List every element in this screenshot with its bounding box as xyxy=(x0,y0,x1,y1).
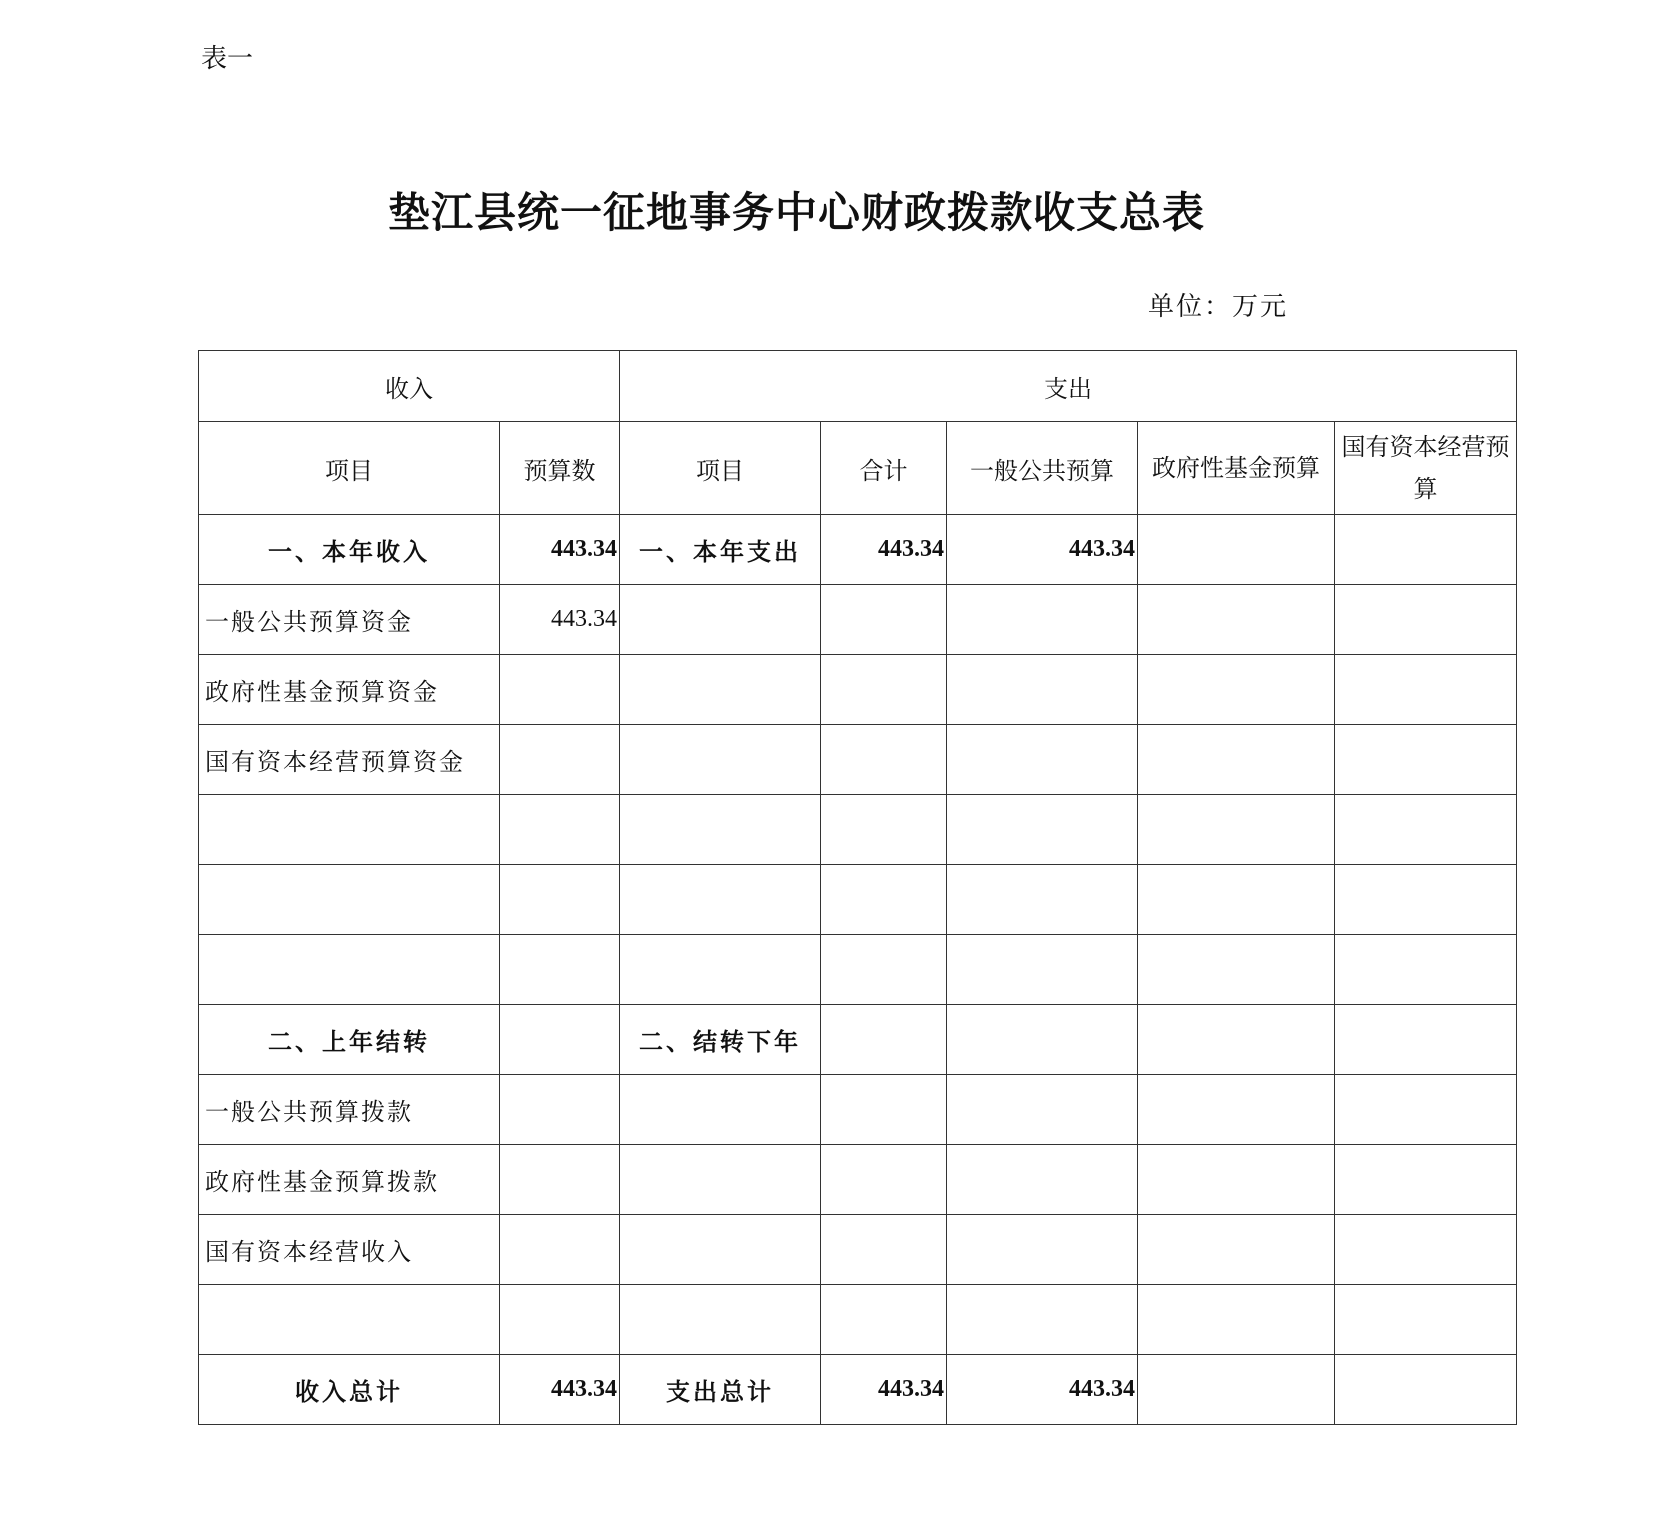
cell-general-budget: 443.34 xyxy=(947,1355,1138,1425)
cell-income-item: 一般公共预算拨款 xyxy=(199,1075,500,1145)
cell-income-budget: 443.34 xyxy=(500,1355,620,1425)
cell-state-capital-budget xyxy=(1335,585,1517,655)
cell-income-budget xyxy=(500,1075,620,1145)
cell-income-item: 国有资本经营预算资金 xyxy=(199,725,500,795)
cell-expense-item: 支出总计 xyxy=(620,1355,821,1425)
cell-general-budget xyxy=(947,725,1138,795)
table-row xyxy=(199,585,1517,655)
cell-expense-item xyxy=(620,1215,821,1285)
cell-income-budget xyxy=(500,655,620,725)
cell-total xyxy=(821,1285,947,1355)
cell-total xyxy=(821,935,947,1005)
cell-total xyxy=(821,795,947,865)
cell-state-capital-budget xyxy=(1335,725,1517,795)
cell-general-budget xyxy=(947,1215,1138,1285)
col-header-total: 合计 xyxy=(821,422,947,515)
cell-general-budget xyxy=(947,865,1138,935)
cell-expense-item xyxy=(620,795,821,865)
cell-income-budget: 443.34 xyxy=(500,585,620,655)
table-row xyxy=(199,1355,1517,1425)
document-label: 表一 xyxy=(201,44,254,74)
table-row xyxy=(199,865,1517,935)
page-title xyxy=(0,180,1653,240)
unit-label: 单位：万元 xyxy=(1148,292,1289,322)
income-header: 收入 xyxy=(199,351,620,422)
cell-general-budget xyxy=(947,1145,1138,1215)
cell-fund-budget xyxy=(1138,1075,1335,1145)
cell-general-budget xyxy=(947,655,1138,725)
cell-income-budget xyxy=(500,1215,620,1285)
cell-state-capital-budget xyxy=(1335,655,1517,725)
table-row xyxy=(199,655,1517,725)
header-row-top xyxy=(199,351,1517,422)
cell-expense-item xyxy=(620,585,821,655)
cell-income-item: 国有资本经营收入 xyxy=(199,1215,500,1285)
table-row xyxy=(199,1215,1517,1285)
cell-income-item xyxy=(199,865,500,935)
col-header-income-item: 项目 xyxy=(199,422,500,515)
cell-expense-item xyxy=(620,865,821,935)
cell-total xyxy=(821,585,947,655)
col-header-budget: 预算数 xyxy=(500,422,620,515)
cell-income-item: 一、本年收入 xyxy=(199,515,500,585)
cell-fund-budget xyxy=(1138,1145,1335,1215)
cell-state-capital-budget xyxy=(1335,1005,1517,1075)
table-row xyxy=(199,725,1517,795)
table-row xyxy=(199,1005,1517,1075)
cell-general-budget xyxy=(947,935,1138,1005)
table-row xyxy=(199,935,1517,1005)
cell-general-budget xyxy=(947,1075,1138,1145)
cell-general-budget xyxy=(947,1285,1138,1355)
col-header-state-capital-budget: 国有资本经营预算 xyxy=(1335,422,1517,515)
cell-income-item xyxy=(199,1285,500,1355)
cell-state-capital-budget xyxy=(1335,1075,1517,1145)
cell-fund-budget xyxy=(1138,795,1335,865)
cell-general-budget xyxy=(947,795,1138,865)
cell-total: 443.34 xyxy=(821,1355,947,1425)
cell-income-budget: 443.34 xyxy=(500,515,620,585)
cell-fund-budget xyxy=(1138,725,1335,795)
cell-total xyxy=(821,725,947,795)
cell-state-capital-budget xyxy=(1335,865,1517,935)
cell-income-budget xyxy=(500,725,620,795)
col-header-fund-budget: 政府性基金预算 xyxy=(1138,422,1335,515)
cell-fund-budget xyxy=(1138,865,1335,935)
table-row xyxy=(199,1145,1517,1215)
cell-state-capital-budget xyxy=(1335,1215,1517,1285)
cell-income-budget xyxy=(500,1145,620,1215)
cell-general-budget xyxy=(947,585,1138,655)
cell-income-budget xyxy=(500,935,620,1005)
page-title-text: 垫江县统一征地事务中心财政拨款收支总表 xyxy=(387,188,1205,237)
cell-income-budget xyxy=(500,1005,620,1075)
cell-expense-item xyxy=(620,1075,821,1145)
cell-general-budget: 443.34 xyxy=(947,515,1138,585)
cell-income-budget xyxy=(500,865,620,935)
cell-income-item: 收入总计 xyxy=(199,1355,500,1425)
cell-fund-budget xyxy=(1138,1215,1335,1285)
budget-table xyxy=(198,350,1517,1425)
col-header-general-budget: 一般公共预算 xyxy=(947,422,1138,515)
cell-expense-item xyxy=(620,1285,821,1355)
cell-income-item xyxy=(199,795,500,865)
cell-total xyxy=(821,655,947,725)
expense-header: 支出 xyxy=(620,351,1517,422)
cell-income-item: 二、上年结转 xyxy=(199,1005,500,1075)
cell-fund-budget xyxy=(1138,1005,1335,1075)
cell-total xyxy=(821,1075,947,1145)
cell-total: 443.34 xyxy=(821,515,947,585)
cell-expense-item xyxy=(620,655,821,725)
cell-fund-budget xyxy=(1138,585,1335,655)
cell-state-capital-budget xyxy=(1335,795,1517,865)
col-header-expense-item: 项目 xyxy=(620,422,821,515)
cell-state-capital-budget xyxy=(1335,1285,1517,1355)
cell-income-budget xyxy=(500,795,620,865)
cell-total xyxy=(821,1005,947,1075)
cell-general-budget xyxy=(947,1005,1138,1075)
cell-total xyxy=(821,1145,947,1215)
table-row xyxy=(199,1285,1517,1355)
cell-income-budget xyxy=(500,1285,620,1355)
cell-income-item: 政府性基金预算拨款 xyxy=(199,1145,500,1215)
cell-total xyxy=(821,865,947,935)
table-row xyxy=(199,515,1517,585)
cell-expense-item xyxy=(620,1145,821,1215)
cell-fund-budget xyxy=(1138,1285,1335,1355)
cell-fund-budget xyxy=(1138,1355,1335,1425)
cell-state-capital-budget xyxy=(1335,1145,1517,1215)
cell-income-item: 政府性基金预算资金 xyxy=(199,655,500,725)
cell-state-capital-budget xyxy=(1335,515,1517,585)
cell-income-item xyxy=(199,935,500,1005)
cell-income-item: 一般公共预算资金 xyxy=(199,585,500,655)
cell-expense-item xyxy=(620,935,821,1005)
table-row xyxy=(199,795,1517,865)
cell-expense-item: 二、结转下年 xyxy=(620,1005,821,1075)
header-row-columns xyxy=(199,422,1517,515)
cell-expense-item xyxy=(620,725,821,795)
cell-fund-budget xyxy=(1138,515,1335,585)
cell-state-capital-budget xyxy=(1335,935,1517,1005)
cell-expense-item: 一、本年支出 xyxy=(620,515,821,585)
cell-total xyxy=(821,1215,947,1285)
cell-fund-budget xyxy=(1138,655,1335,725)
cell-fund-budget xyxy=(1138,935,1335,1005)
cell-state-capital-budget xyxy=(1335,1355,1517,1425)
table-row xyxy=(199,1075,1517,1145)
